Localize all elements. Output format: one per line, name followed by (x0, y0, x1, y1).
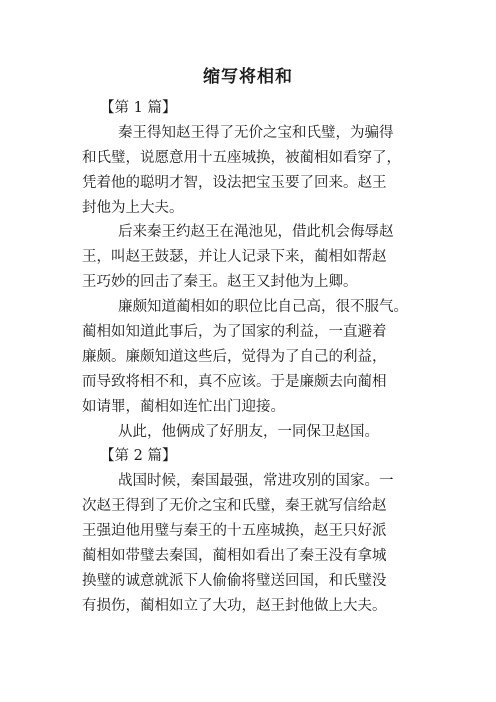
paragraph-line: 和氏璧，说愿意用十五座城换，被蔺相如看穿了， (82, 149, 401, 166)
paragraph-line: 次赵王得到了无价之宝和氏璧，秦王就写信给赵 (82, 498, 387, 515)
section-heading: 【第 1 篇】 (100, 100, 177, 116)
paragraph-line: 封他为上大夫。 (82, 199, 184, 216)
paragraph-line: 从此，他俩成了好朋友，一同保卫赵国。 (118, 423, 379, 440)
paragraph-line: 如请罪，蔺相如连忙出门迎接。 (82, 398, 285, 415)
paragraph-line: 有损伤，蔺相如立了大功，赵王封他做上大夫。 (82, 597, 387, 614)
paragraph-line: 换璧的诚意就派下人偷偷将璧送回国，和氏璧没 (82, 572, 387, 589)
document-title: 缩写将相和 (203, 67, 293, 87)
paragraph-line: 蔺相如知道此事后，为了国家的利益，一直避着 (82, 324, 387, 341)
paragraph-line: 而导致将相不和，真不应该。于是廉颇去向蔺相 (82, 373, 387, 390)
document-body (82, 96, 442, 619)
paragraph-line: 王巧妙的回击了秦王。赵王又封他为上卿。 (82, 274, 358, 291)
paragraph-line: 王强迫他用璧与秦王的十五座城换，赵王只好派 (82, 523, 387, 540)
paragraph-line: 蔺相如带璧去秦国，蔺相如看出了秦王没有拿城 (82, 548, 387, 565)
section-heading: 【第 2 篇】 (100, 448, 177, 465)
paragraph-line: 战国时候，秦国最强，常进攻别的国家。一 (118, 473, 394, 490)
paragraph-line: 廉颇。廉颇知道这些后，觉得为了自己的利益， (82, 348, 387, 365)
paragraph-line: 王，叫赵王鼓瑟，并让人记录下来，蔺相如帮赵 (82, 249, 387, 266)
paragraph-line: 凭着他的聪明才智，设法把宝玉要了回来。赵王 (82, 174, 387, 191)
paragraph-line: 秦王得知赵王得了无价之宝和氏璧，为骗得 (118, 124, 394, 141)
paragraph-line: 后来秦王约赵王在渑池见，借此机会侮辱赵 (118, 224, 394, 241)
paragraph-line: 廉颇知道蔺相如的职位比自己高，很不服气。 (118, 299, 408, 316)
